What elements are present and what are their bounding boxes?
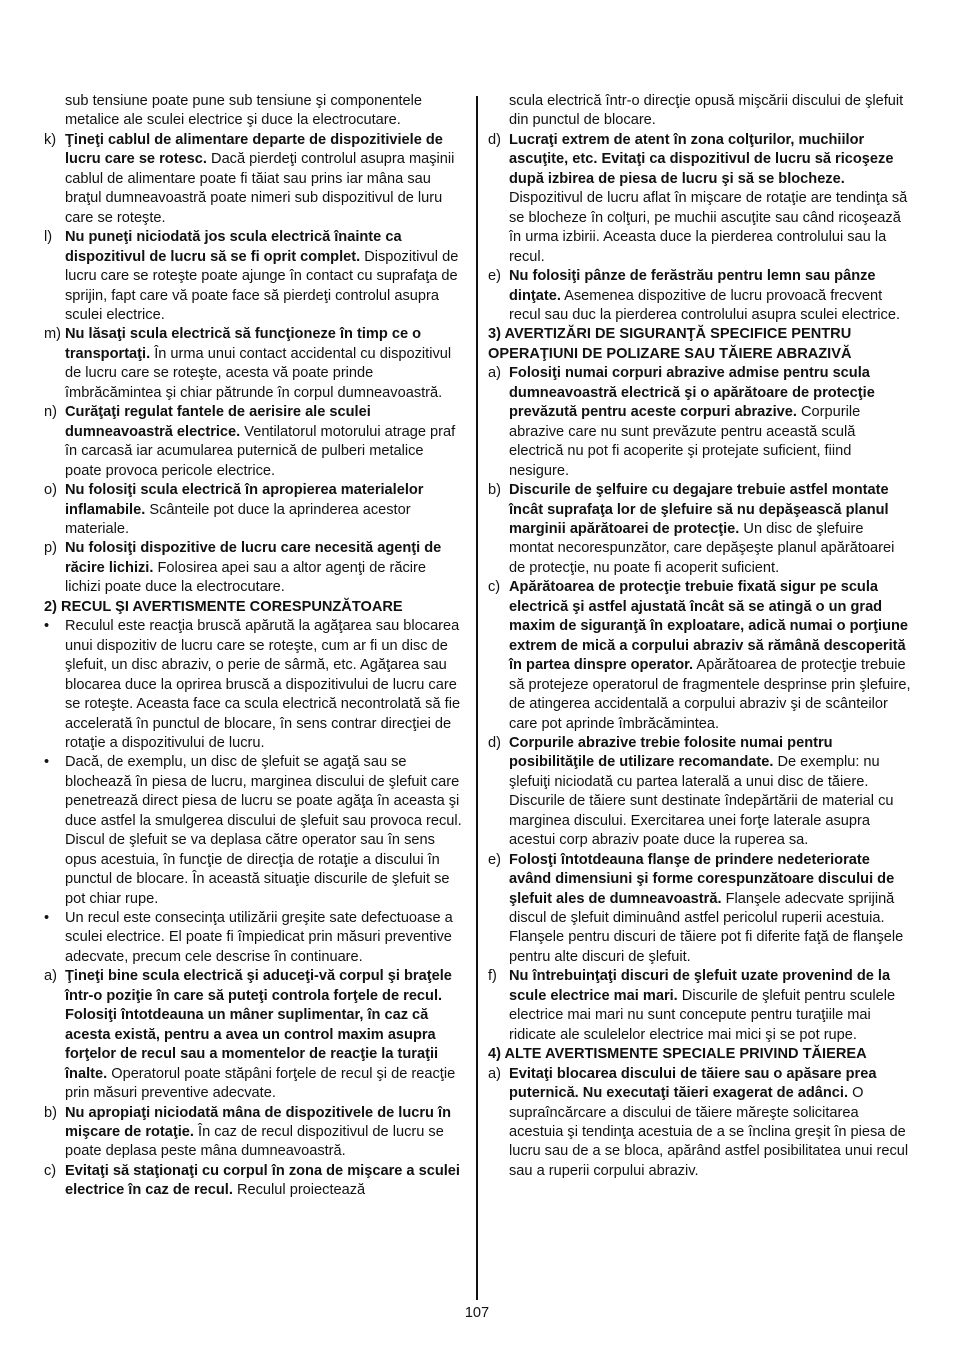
bullet-icon: • (44, 910, 50, 927)
rule-text: Un disc de şlefuire montat necorespunzător, care depăşeşte planul apărătoarei de protecţie, nu poate fi acoperit suficient. (509, 520, 895, 576)
rule-text: Corpurile abrazive care nu sunt prevăzute pentru această sculă electrică nu pot fi acoperite şi protejate suficient, fiind nesigure. (509, 404, 861, 479)
rule-text: Dispozitivul de lucru care se roteşte poate ajunge în contact cu suprafaţa de sprijin, fapt care vă poate face să pierdeţi controlul asupra sculei electrice. (65, 248, 459, 323)
rule-bold: Corpurile abrazive trebie folosite numai pentru posibilităţile de utilizare recomandate. (509, 734, 833, 771)
column-divider (476, 96, 478, 1300)
item-label: l) (44, 229, 53, 246)
rule-bold: Nu apropiaţi niciodată mâna de dispozitivele de lucru în mişcare de rotaţie. (65, 1104, 451, 1141)
item-label: n) (44, 404, 57, 421)
rule-bold: Discurile de şelfuire cu degajare trebuie astfel montate încât suprafaţa lor de şlefuire să nu depăşească planul marginii apărătoarei de protecţie. (509, 482, 889, 537)
rule-text: Folosirea apei sau a altor agenţi de răcire lichizi poate duce la electrocutare. (65, 559, 426, 596)
rule-text: Operatorul poate stăpâni forţele de recul şi de reacţie prin măsuri preventive adecvate. (65, 1065, 456, 1102)
item-label: c) (44, 1162, 57, 1179)
rule-bold: Evitaţi să staţionaţi cu corpul în zona de mişcare a sculei electrice în caz de recul. (65, 1162, 460, 1199)
rule-c (44, 1162, 464, 1201)
page-number: 107 (464, 1305, 490, 1321)
rule-bold: Nu folosiţi pânze de ferăstrău pentru lemn sau pânze dinţate. (509, 268, 876, 304)
rule-text: Flanşele adecvate sprijină discul de şlefuit diminuând astfel pericolul ruperii acestuia. Flanşele pentru discuri de tăiere pot fi diferite faţă de flanşele pentru alte discuri de şlefuit. (509, 890, 904, 965)
rule-bold: Nu folosiţi scula electrică în apropierea materialelor inflamabile. (65, 482, 424, 518)
rule-text: Reculul proiectează (232, 1182, 366, 1199)
section-heading-2: 2) RECUL ŞI AVERTISMENTE CORESPUNZĂTOARE (44, 598, 403, 615)
item-label: b) (488, 482, 501, 499)
rule-bold: Folosţi întotdeauna flanşe de prindere nedeteriorate având dimensiuni şi forme corespunzătoare discului de şlefuit ales de dumneavoastră. (509, 851, 895, 907)
item-label: b) (44, 1104, 57, 1121)
item-label: m) (44, 326, 62, 343)
item-label: a) (44, 968, 57, 985)
rule-3d (488, 734, 912, 851)
rule-text: În caz de recul dispozitivul de lucru se poate deplasa peste mâna dumneavoastră. (65, 1124, 444, 1160)
continuation-text: sub tensiune poate pune sub tensiune şi componentele metalice ale sculei electrice şi duce la electrocutare. (65, 93, 422, 129)
rule-m (44, 325, 464, 403)
section-heading-4: 4) ALTE AVERTISMENTE SPECIALE PRIVIND TĂIEREA (488, 1046, 867, 1063)
rule-bold: Lucraţi extrem de atent în zona colţurilor, muchiilor ascuţite, etc. Evitaţi ca dispozitivul de lucru să ricoşeze după izbirea de piesa de lucru şi să se blocheze. (509, 131, 894, 187)
bullet-item (44, 753, 464, 909)
rule-n (44, 403, 464, 481)
bullet-text: Un recul este consecinţa utilizării greşite sate defectuoase a sculei electrice. El poate fi împiedicat prin măsuri preventive adecvate, precum cele descrise în continuare. (65, 910, 453, 965)
section-heading-3: 3) AVERTIZĂRI DE SIGURANŢĂ SPECIFICE PENTRU OPERAŢIUNI DE POLIZARE SAU TĂIERE ABRAZIVĂ (488, 326, 852, 362)
bullet-text: Reculul este reacţia bruscă apărută la agăţarea sau blocarea unui dispozitiv de lucru care se roteşte, cum ar fi un disc de şlefuit, un disc abraziv, o perie de sârmă, etc. Agăţarea sau blocarea duce la oprirea bruscă a dispozitivului de lucru care se roteşte. Aceasta face ca scula electrică necontrolată să fie accelerată în punctul de blocare, în sens contrar direcţiei de rotaţie a dispozitivului de lucru. (65, 618, 461, 751)
rule-bold: Ţineţi cablul de alimentare departe de dispozitiviele de lucru care se rotesc. (65, 131, 443, 168)
continuation-text: scula electrică într-o direcţie opusă mişcării discului de şlefuit din punctul de blocare. (509, 93, 904, 129)
item-label: e) (488, 851, 501, 868)
rule-text: O supraîncărcare a discului de tăiere măreşte solicitarea acestuia şi tendinţa acestuia de a se înclina greşit în piesa de lucru sau de a se bloca, apărând astfel posibilitatea unui recul sau a ruperii corpului abraziv. (509, 1085, 909, 1179)
item-label: e) (488, 268, 501, 285)
rule-e (488, 267, 912, 325)
rule-3f (488, 967, 912, 1045)
rule-bold: Nu puneţi niciodată jos scula electrică înainte ca dispozitivul de lucru să se fi oprit complet. (65, 229, 402, 265)
bullet-icon: • (44, 618, 50, 635)
left-column (44, 92, 464, 1201)
bullet-icon: • (44, 754, 50, 771)
rule-text: Dacă pierdeţi controlul asupra maşinii cablul de alimentare poate fi tăiat sau prins iar mâna sau braţul dumneavoastră poate nimeri sub dispozitivul de luru care se roteşte. (65, 151, 455, 226)
rule-3c (488, 578, 912, 734)
rule-text: Dispozitivul de lucru aflat în mişcare de rotaţie are tendinţa să se blocheze în colţuri, pe muchii ascuţite sau când ricoşează în urma izbirii. Aceasta duce la pierderea controlului sau la recul. (509, 190, 908, 265)
rule-text: Apărătoarea de protecţie trebuie să protejeze operatorul de fragmentele desprinse prin şlefuire, de atingerea accidentală a corpului abraziv şi de scânteilor care pot aprinde îmbrăcămintea. (509, 657, 911, 732)
rule-bold: Folosiţi numai corpuri abrazive admise pentru scula dumneavoastră electrică şi o apărătoare de protecţie prevăzută pentru aceste corpuri abrazive. (509, 365, 875, 421)
rule-bold: Apărătoarea de protecţie trebuie fixată sigur pe scula electrică şi astfel ajustată încât să se atingă o un grad maxim de siguranţă în exploatare, adică numai o porţiune extrem de mică a corpului abraziv să rămână descoperită în partea dinspre operator. (509, 579, 908, 674)
bullet-text: Dacă, de exemplu, un disc de şlefuit se agaţă sau se blochează în piesa de lucru, marginea discului de şlefuit care penetrează direct piesa de lucru se poate agăţa în aceasta şi duce astfel la smulgerea discului de şlefuit sau provoca recul. Discul de şlefuit se va deplasa către operator sau în sens opus acestuia, în funcţie de direcţia de rotaţie a discului în punctul de blocare. În această situaţie discurile de şlefuit se pot chiar rupe. (65, 754, 462, 907)
rule-l (44, 228, 464, 325)
rule-3b (488, 481, 912, 578)
rule-3e (488, 851, 912, 968)
item-label: k) (44, 131, 57, 148)
rule-k (44, 131, 464, 228)
item-label: o) (44, 482, 57, 499)
right-column (488, 92, 912, 1181)
item-label: a) (488, 365, 501, 382)
rule-text: Discurile de şlefuit pentru sculele electrice mai mari nu sunt concepute pentru turaţiile mai ridicate ale sculelelor electrice mai mici şi se pot rupe. (509, 987, 896, 1043)
rule-text: Ventilatorul motorului atrage praf în carcasă iar acumularea puternică de pulberi metalice poate provoca pericole electrice. (65, 423, 456, 479)
rule-text: În urma unui contact accidental cu dispozitivul de lucru care se roteşte, acesta vă poate prinde îmbrăcămintea şi chiar pătrunde în corpul dumneavoastră. (65, 345, 452, 401)
item-label: d) (488, 131, 501, 148)
rule-text: Scânteile pot duce la aprinderea acestor materiale. (65, 501, 411, 537)
item-label: f) (488, 968, 497, 985)
rule-bold: Evitaţi blocarea discului de tăiere sau o apăsare prea puternică. Nu executaţi tăieri exagerat de adânci. (509, 1065, 877, 1102)
bullet-item (44, 909, 464, 967)
rule-p (44, 539, 464, 597)
item-label: d) (488, 734, 501, 751)
rule-a (44, 967, 464, 1103)
rule-d (488, 131, 912, 267)
rule-3a (488, 364, 912, 481)
rule-bold: Nu întrebuinţaţi discuri de şlefuit uzate provenind de la scule electrice mai mari. (509, 968, 891, 1004)
item-label: c) (488, 579, 501, 596)
rule-o (44, 481, 464, 539)
rule-bold: Nu folosiţi dispozitive de lucru care necesită agenţi de răcire lichizi. (65, 540, 442, 576)
rule-text: De exemplu: nu şlefuiţi niciodată cu partea laterală a unui disc de tăiere. Discurile de tăiere sunt destinate îndepărtării de material cu marginea discului. Exercitarea unei forţe laterale asupra acestui corp abraziv poate duce la ruperea sa. (509, 754, 894, 849)
rule-text: Asemenea dispozitive de lucru provoacă frecvent recul sau duc la pierderea controlului asupra sculei electrice. (509, 287, 900, 323)
rule-bold: Nu lăsaţi scula electrică să funcţioneze în timp ce o transportaţi. (65, 326, 422, 362)
rule-b (44, 1104, 464, 1162)
item-label: p) (44, 540, 57, 557)
bullet-item (44, 617, 464, 753)
rule-bold: Ţineţi bine scula electrică şi aduceţi-vă corpul şi braţele într-o poziţie în care să puteţi controla forţele de recul. Folosiţi întotdeauna un mâner suplimentar, în caz că acesta există, pentru a avea un control maxim asupra forţelor de recul sau a momentelor de reacţie la turaţii înalte. (65, 968, 452, 1082)
rule-bold: Curăţaţi regulat fantele de aerisire ale sculei dumneavoastră electrice. (65, 404, 371, 440)
item-label: a) (488, 1065, 501, 1082)
rule-4a (488, 1065, 912, 1182)
